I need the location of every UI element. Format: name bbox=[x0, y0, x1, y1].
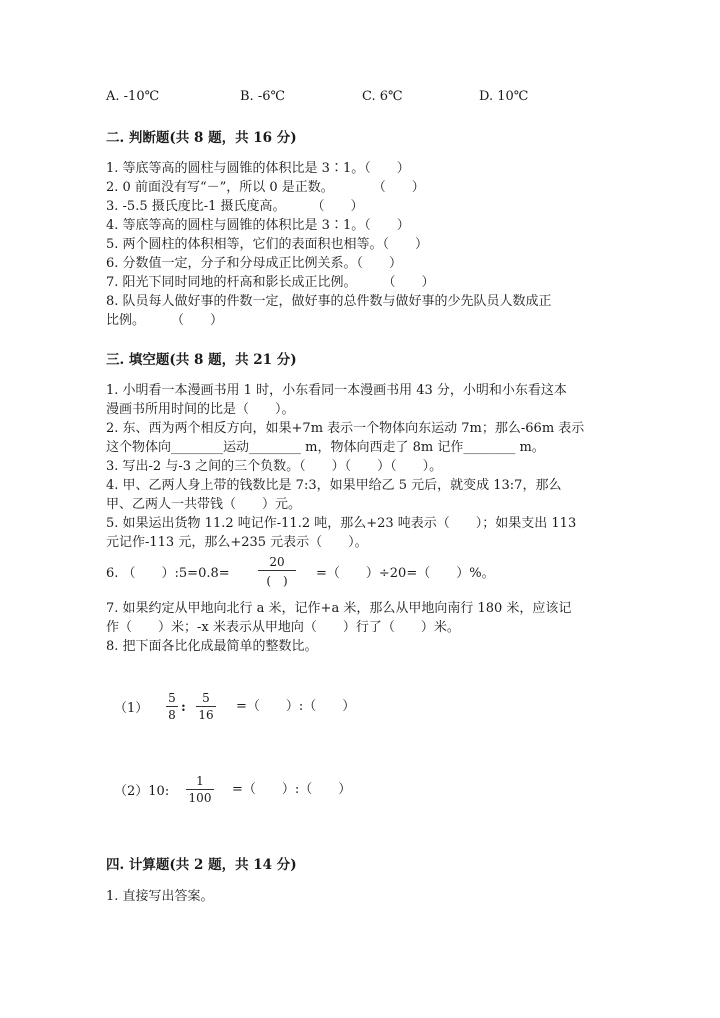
judge-item-8: 8. 队员每人做好事的件数一定，做好事的总件数与做好事的少先队员人数成正 bbox=[106, 294, 552, 309]
fill-item-6-prefix: 6. （ ）:5=0.8= bbox=[106, 566, 230, 581]
fraction-bar bbox=[258, 570, 296, 571]
fill-item-2: 2. 东、西为两个相反方向，如果+7m 表示一个物体向东运动 7m；那么-66m 表示 bbox=[106, 421, 585, 436]
option-c: C. 6℃ bbox=[362, 89, 403, 104]
fraction-numerator: 5 bbox=[202, 691, 210, 705]
judge-item-3: 3. -5.5 摄氏度比-1 摄氏度高。 （ ） bbox=[106, 199, 364, 214]
fraction-denominator: 16 bbox=[198, 708, 214, 722]
fill-item-6-suffix: =（ ）÷20=（ ）%。 bbox=[316, 566, 495, 581]
fill-item-8: 8. 把下面各比化成最简单的整数比。 bbox=[106, 639, 318, 654]
fraction-bar bbox=[186, 789, 214, 790]
fill-item-7-cont: 作（ ）米；-x 米表示从甲地向（ ）行了（ ）米。 bbox=[106, 620, 460, 635]
q8-part1-label: （1） bbox=[114, 701, 149, 716]
section-3-title: 三. 填空题(共 8 题，共 21 分) bbox=[106, 352, 297, 368]
fill-item-4-cont: 甲、乙两人一共带钱（ ）元。 bbox=[106, 497, 302, 512]
fraction-numerator: 1 bbox=[196, 774, 204, 788]
option-a: A. -10℃ bbox=[106, 89, 160, 104]
calc-item-1: 1. 直接写出答案。 bbox=[106, 889, 214, 904]
fill-item-1-cont: 漫画书所用时间的比是（ ）。 bbox=[106, 402, 295, 417]
fill-item-2-cont: 这个物体向________运动________ m，物体向西走了 8m 记作________ m。 bbox=[106, 440, 545, 455]
option-d: D. 10℃ bbox=[479, 89, 529, 104]
fill-item-4: 4. 甲、乙两人身上带的钱数比是 7:3，如果甲给乙 5 元后，就变成 13:7，那么 bbox=[106, 478, 562, 493]
q8-part2-answer: =（ ）:（ ） bbox=[232, 782, 352, 797]
judge-item-7: 7. 阳光下同时同地的杆高和影长成正比例。 （ ） bbox=[106, 275, 435, 290]
option-b: B. -6℃ bbox=[240, 89, 286, 104]
q8-part1-fraction-2 bbox=[196, 691, 216, 722]
judge-item-6: 6. 分数值一定，分子和分母成正比例关系。（ ） bbox=[106, 256, 403, 271]
judge-item-4: 4. 等底等高的圆柱与圆锥的体积比是 3∶1。（ ） bbox=[106, 218, 410, 233]
fraction-denominator: ( ) bbox=[266, 574, 288, 588]
fill-item-1: 1. 小明看一本漫画书用 1 时，小东看同一本漫画书用 43 分，小明和小东看这本 bbox=[106, 383, 567, 398]
section-2-title: 二. 判断题(共 8 题，共 16 分) bbox=[106, 130, 297, 146]
q8-part1-fraction-1 bbox=[166, 691, 178, 722]
fill-item-7: 7. 如果约定从甲地向北行 a 米，记作+a 米，那么从甲地向南行 180 米，应该记 bbox=[106, 601, 572, 616]
judge-item-1: 1. 等底等高的圆柱与圆锥的体积比是 3∶1。（ ） bbox=[106, 161, 410, 176]
q8-part1-answer: =（ ）:（ ） bbox=[236, 699, 356, 714]
q8-part2-label: （2）10: bbox=[114, 784, 170, 799]
q8-part2-fraction bbox=[186, 774, 214, 805]
fraction-bar bbox=[196, 706, 216, 707]
judge-item-5: 5. 两个圆柱的体积相等，它们的表面积也相等。（ ） bbox=[106, 237, 429, 252]
fill-item-6-fraction bbox=[258, 555, 296, 589]
fraction-numerator: 5 bbox=[168, 691, 176, 705]
judge-item-2: 2. 0 前面没有写“－”，所以 0 是正数。 （ ） bbox=[106, 180, 425, 195]
fraction-denominator: 100 bbox=[188, 791, 212, 805]
fill-item-5: 5. 如果运出货物 11.2 吨记作-11.2 吨，那么+23 吨表示（ ）；如果支出 113 bbox=[106, 516, 577, 531]
judge-item-8-cont: 比例。 （ ） bbox=[106, 313, 224, 328]
fraction-numerator: 20 bbox=[269, 555, 285, 569]
fill-item-3: 3. 写出-2 与-3 之间的三个负数。（ ）（ ）（ ）。 bbox=[106, 459, 443, 474]
fraction-denominator: 8 bbox=[168, 708, 176, 722]
fraction-bar bbox=[166, 706, 178, 707]
section-4-title: 四. 计算题(共 2 题，共 14 分) bbox=[106, 857, 297, 873]
fill-item-5-cont: 元记作-113 元，那么+235 元表示（ ）。 bbox=[106, 535, 368, 550]
q8-part1-colon: : bbox=[181, 700, 186, 715]
